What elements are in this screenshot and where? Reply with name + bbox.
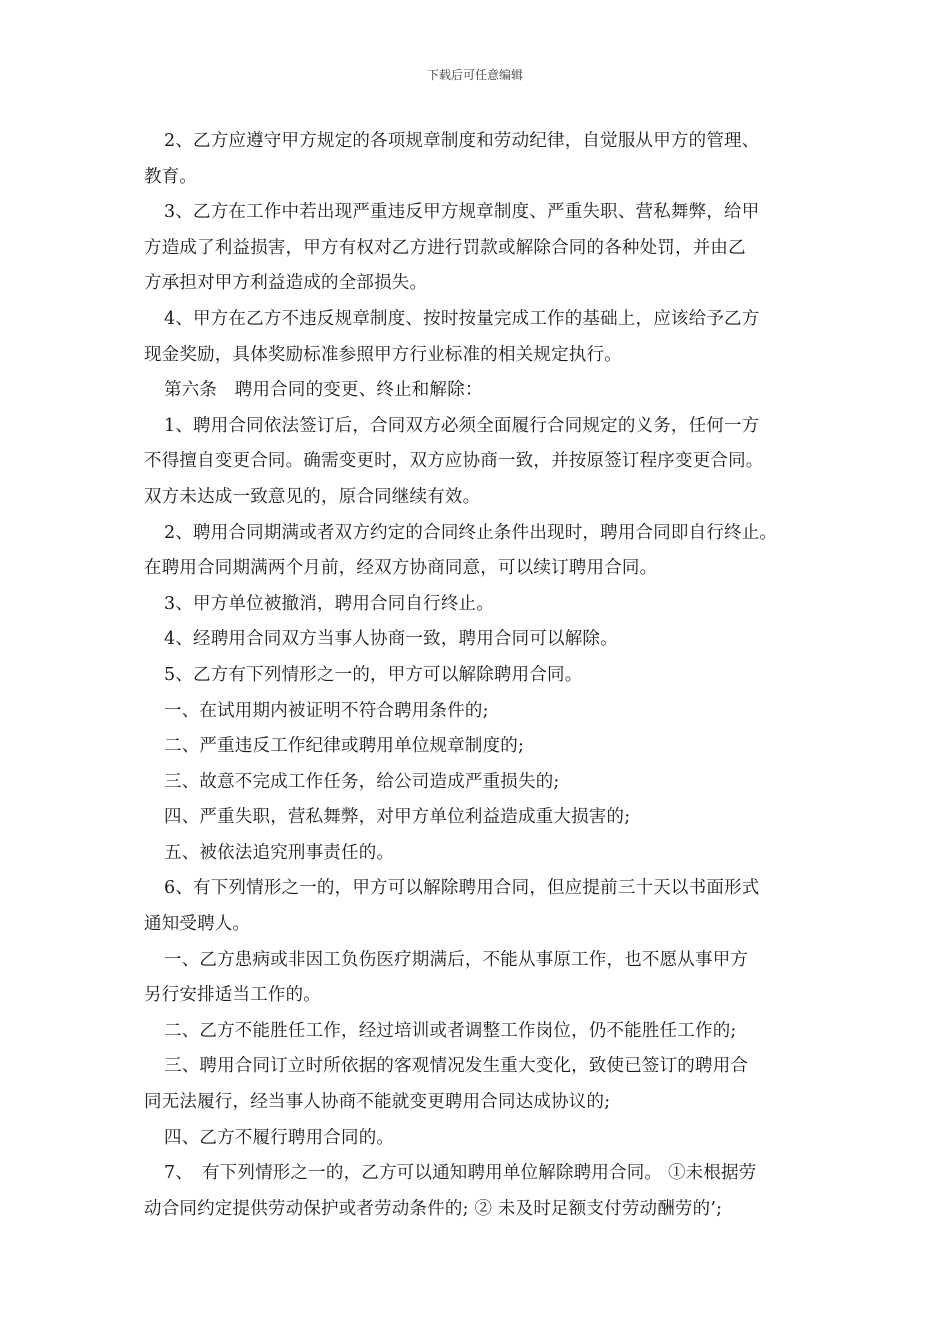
text-line: 第六条 聘用合同的变更、终止和解除： xyxy=(164,380,483,401)
text-line: 教育。 xyxy=(144,166,198,187)
page-header: 下载后可任意编辑 xyxy=(426,68,523,82)
text-line: 现金奖励，具体奖励标准参照甲方行业标准的相关规定执行。 xyxy=(144,344,622,365)
text-line: 一、乙方患病或非因工负伤医疗期满后，不能从事原工作，也不愿从事甲方 xyxy=(164,949,749,970)
text-line: 4、甲方在乙方不违反规章制度、按时按量完成工作的基础上，应该给予乙方 xyxy=(164,308,760,329)
text-line: 2、乙方应遵守甲方规定的各项规章制度和劳动纪律，自觉服从甲方的管理、 xyxy=(164,131,760,151)
text-line: 方造成了利益损害，甲方有权对乙方进行罚款或解除合同的各种处罚，并由乙 xyxy=(144,237,746,258)
text-line: 2、聘用合同期满或者双方约定的合同终止条件出现时，聘用合同即自行终止。 xyxy=(164,522,778,543)
text-line: 同无法履行，经当事人协商不能就变更聘用合同达成协议的; xyxy=(144,1092,611,1113)
text-line: 方承担对甲方利益造成的全部损失。 xyxy=(144,273,428,294)
text-line: 7、 有下列情形之一的，乙方可以通知聘用单位解除聘用合同。 ①未根据劳 xyxy=(164,1163,757,1184)
document-body xyxy=(144,124,824,1227)
text-line: 四、乙方不履行聘用合同的。 xyxy=(164,1127,395,1148)
text-line: 三、故意不完成工作任务，给公司造成严重损失的; xyxy=(164,771,560,792)
text-line: 另行安排适当工作的。 xyxy=(144,985,321,1006)
text-line: 动合同约定提供劳动保护或者劳动条件的; ② 未及时足额支付劳动酬劳的’; xyxy=(144,1198,723,1219)
text-line: 在聘用合同期满两个月前，经双方协商同意，可以续订聘用合同。 xyxy=(144,558,658,579)
text-line: 通知受聘人。 xyxy=(144,914,251,935)
text-line: 3、甲方单位被撤消，聘用合同自行终止。 xyxy=(164,593,494,614)
text-line: 4、经聘用合同双方当事人协商一致，聘用合同可以解除。 xyxy=(164,629,618,650)
text-line: 四、严重失职，营私舞弊，对甲方单位利益造成重大损害的; xyxy=(164,807,631,828)
text-line: 1、聘用合同依法签订后，合同双方必须全面履行合同规定的义务，任何一方 xyxy=(164,415,760,436)
text-line: 6、有下列情形之一的，甲方可以解除聘用合同，但应提前三十天以书面形式 xyxy=(164,878,760,899)
text-line: 五、被依法追究刑事责任的。 xyxy=(164,842,395,863)
text-line: 一、在试用期内被证明不符合聘用条件的; xyxy=(164,700,489,721)
text-line: 5、乙方有下列情形之一的，甲方可以解除聘用合同。 xyxy=(164,664,583,685)
text-line: 不得擅自变更合同。确需变更时，双方应协商一致，并按原签订程序变更合同。 xyxy=(144,451,764,472)
text-line: 二、严重违反工作纪律或聘用单位规章制度的; xyxy=(164,736,525,757)
text-line: 三、聘用合同订立时所依据的客观情况发生重大变化，致使已签订的聘用合 xyxy=(164,1056,749,1077)
text-line: 3、乙方在工作中若出现严重违反甲方规章制度、严重失职、营私舞弊，给甲 xyxy=(164,202,760,223)
text-line: 双方未达成一致意见的，原合同继续有效。 xyxy=(144,486,481,507)
text-line: 二、乙方不能胜任工作，经过培训或者调整工作岗位，仍不能胜任工作的; xyxy=(164,1020,737,1041)
